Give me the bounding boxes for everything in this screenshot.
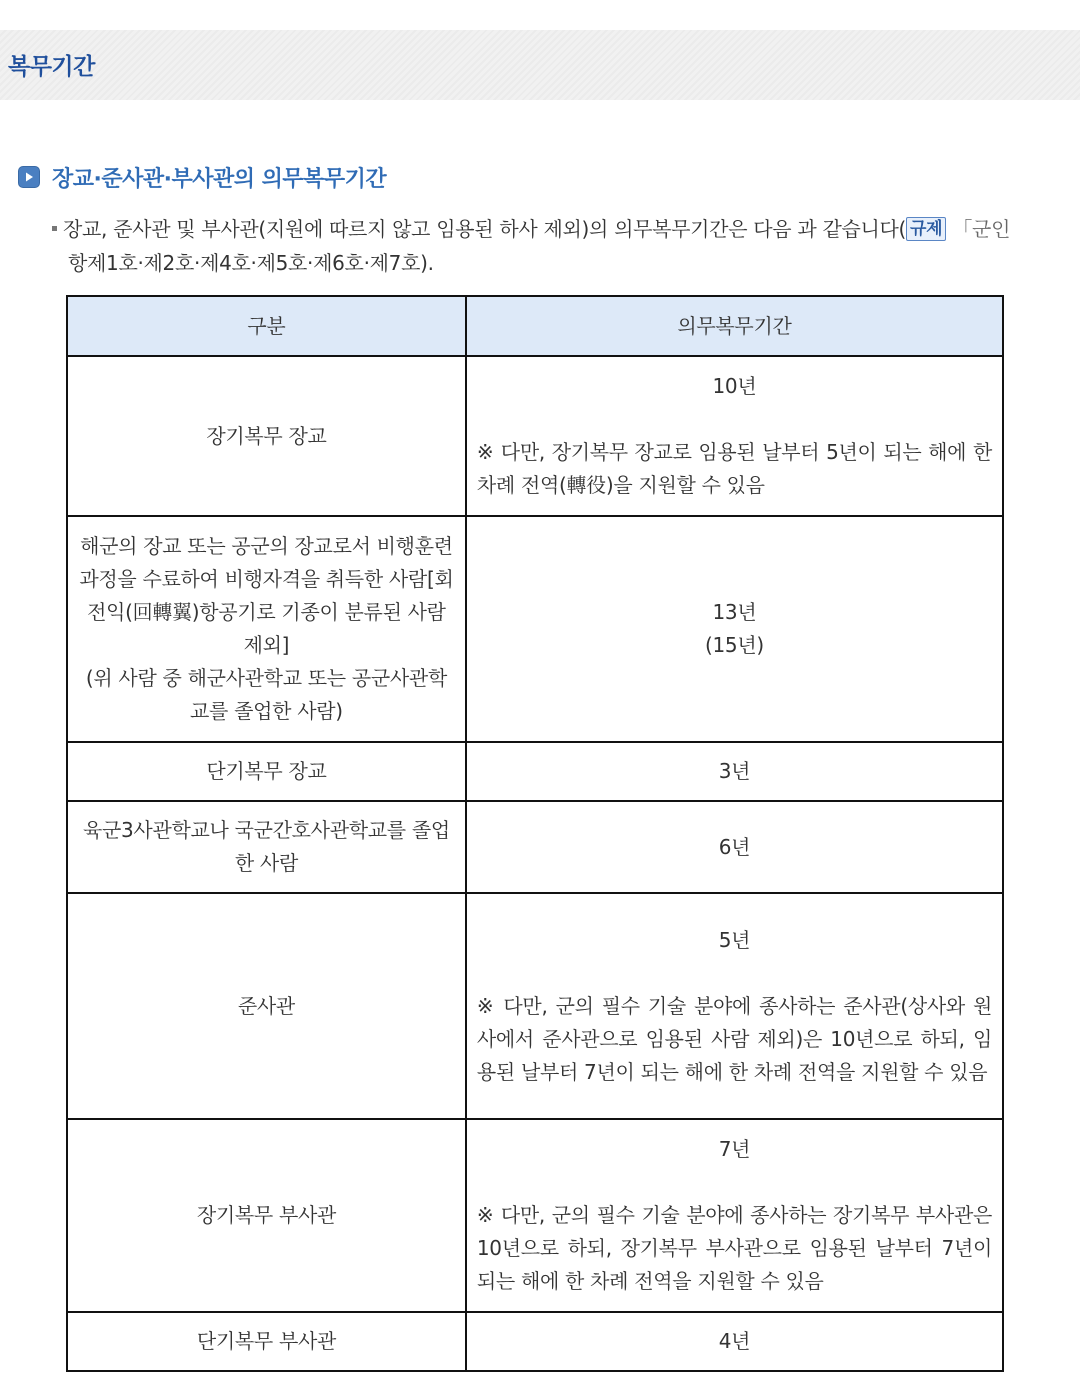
row-period-cell: [466, 516, 1003, 742]
row-period-cell: [466, 1119, 1003, 1312]
row-period: 5년: [718, 927, 751, 952]
duty-period-table: [66, 295, 1004, 1372]
regulation-badge[interactable]: 규제: [906, 217, 946, 241]
row-note: ※ 다만, 장기복무 장교로 임용된 날부터 5년이 되는 해에 한 차례 전역(轉役)을 지원할 수 있음: [476, 440, 992, 497]
row-category: 단기복무 장교: [67, 742, 466, 801]
intro-text-line1: 장교, 준사관 및 부사관(지원에 따르지 않고 임용된 하사 제외)의 의무복무기간은 다음 과 같습니다(: [63, 217, 907, 241]
row-category: 단기복무 부사관: [67, 1312, 466, 1371]
row-note: ※ 다만, 군의 필수 기술 분야에 종사하는 준사관(상사와 원사에서 준사관으로 임용된 사람 제외)은 10년으로 하되, 임용된 날부터 7년이 되는 해에 한 차례 전역을 지원할 수 있음: [476, 993, 992, 1084]
section-title: 장교·준사관·부사관의 의무복무기간: [52, 166, 387, 192]
row-period: 10년: [712, 374, 757, 398]
row-period: 4년: [466, 1312, 1003, 1371]
table-row: [67, 356, 1003, 516]
row-category-cell: [67, 516, 466, 742]
row-period-cell: [466, 356, 1003, 516]
table-header-row: [67, 296, 1003, 356]
page-header: [0, 30, 1080, 100]
row-period: 13년: [712, 600, 757, 624]
row-note: ※ 다만, 군의 필수 기술 분야에 종사하는 장기복무 부사관은 10년으로 하되, 장기복무 부사관으로 임용된 날부터 7년이 되는 해에 한 차례 전역을 지원할 수 있음: [476, 1203, 992, 1293]
table-row: [67, 1119, 1003, 1312]
row-category: 장기복무 장교: [67, 356, 466, 516]
row-category-sub: (위 사람 중 해군사관학교 또는 공군사관학교를 졸업한 사람): [85, 666, 447, 723]
play-triangle-icon: [18, 166, 40, 188]
law-reference-link[interactable]: 「군인: [952, 217, 1011, 241]
intro-paragraph: [52, 212, 1080, 280]
row-period: 6년: [466, 801, 1003, 893]
row-category: 육군3사관학교나 국군간호사관학교를 졸업한 사람: [67, 801, 466, 893]
header-category: 구분: [67, 296, 466, 356]
row-period: 3년: [466, 742, 1003, 801]
list-bullet: [52, 226, 57, 231]
page-title: 복무기간: [8, 54, 95, 80]
section-heading: [18, 160, 386, 194]
header-period: 의무복무기간: [466, 296, 1003, 356]
table-row: [67, 742, 1003, 801]
row-category: 준사관: [67, 893, 466, 1119]
row-period-sub: (15년): [704, 633, 764, 657]
row-category: 해군의 장교 또는 공군의 장교로서 비행훈련과정을 수료하여 비행자격을 취득한 사람[회전익(回轉翼)항공기로 기종이 분류된 사람 제외]: [79, 534, 454, 657]
table-row: [67, 1312, 1003, 1371]
row-period: 7년: [718, 1137, 751, 1161]
row-period-cell: [466, 893, 1003, 1119]
table-row: [67, 801, 1003, 893]
table-row: [67, 516, 1003, 742]
row-category: 장기복무 부사관: [67, 1119, 466, 1312]
table-row: [67, 893, 1003, 1119]
intro-text-line2: 항제1호·제2호·제4호·제5호·제6호·제7호).: [68, 251, 434, 275]
